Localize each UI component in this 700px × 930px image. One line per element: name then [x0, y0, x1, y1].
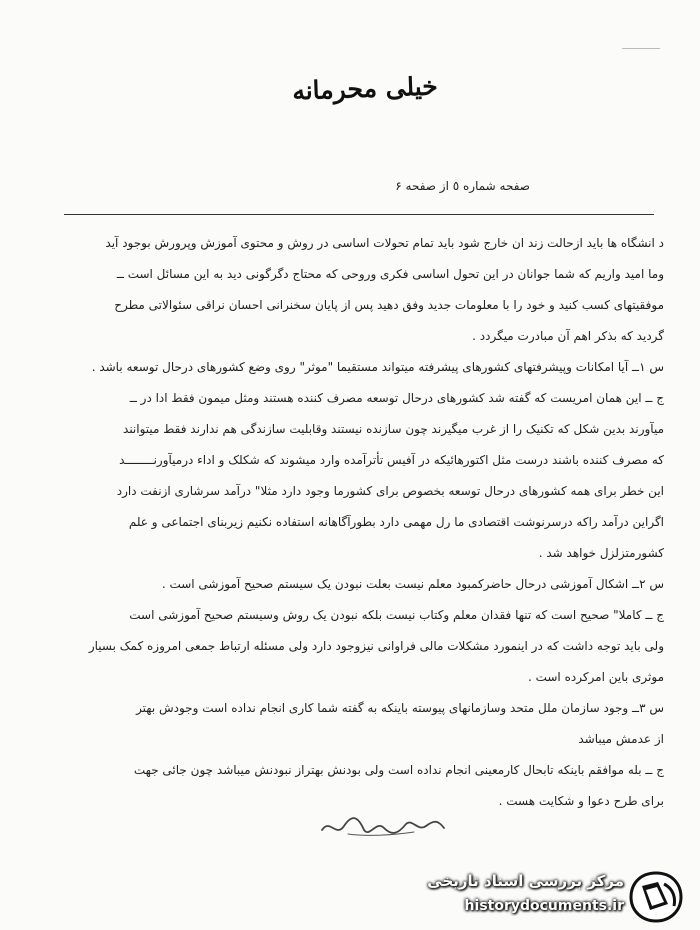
header-divider	[64, 214, 654, 215]
archive-logo-icon	[628, 870, 684, 924]
classification-stamp: خیلی محرمانه	[291, 71, 439, 106]
body-line: س ٢ــ اشکال آموزشی درحال حاضرکمبود معلم نیست بعلت نبودن یک سیستم صحیح آموزشی است .	[161, 577, 664, 591]
body-line: موفقیتهای کسب کنید و خود را با معلومات جدید وفق دهید پس از پایان سخنرانی احسان نراقی سئوالاتی مطرح	[114, 298, 664, 312]
body-line: کشورمتزلزل خواهد شد .	[538, 546, 664, 560]
body-line: میآورند بدین شکل که تکنیک را از غرب میگیرند چون سازنده نیستند وقابلیت سازندگی هم ندارند فقط میتوانند	[123, 422, 664, 436]
watermark-url: historydocuments.ir	[464, 898, 624, 914]
body-line: د انشگاه ها باید ازحالت زند ان خارج شود باید تمام تحولات اساسی در روش و محتوی آموزش وپرورش بوجود آید	[105, 236, 664, 250]
corner-mark	[622, 48, 660, 49]
body-line: که مصرف کننده باشند درست مثل اکتورهائیکه در آفیس تأترآمده وارد میشوند که شکلک و اداء درمیآورنــــــــد	[119, 453, 664, 467]
body-line: از عدمش میباشد	[578, 732, 664, 746]
body-line: وما امید واریم که شما جوانان در این تحول اساسی فکری وروحی که محتاج دگرگونی دید به این مسائل است ــ	[116, 267, 664, 281]
body-line: گردید که بذکر اهم آن مبادرت میگردد .	[472, 329, 664, 343]
body-line: س ٣ــ وجود سازمان ملل متحد وسازمانهای پیوسته باینکه به گفته شما کاری انجام نداده است وجودش بهتر	[136, 701, 664, 715]
body-line: برای طرح دعوا و شکایت هست .	[498, 794, 664, 808]
body-line: موثری باین امرکرده است .	[527, 670, 664, 684]
body-line: اگراین درآمد راکه درسرنوشت اقتصادی ما رل مهمی دارد بطورآگاهانه استفاده نکنیم زیربنای اجتماعی و علم	[128, 515, 664, 529]
body-line: ج ــ این همان امریست که گفته شد کشورهای درحال توسعه مصرف کننده هستند ومثل میمون فقط ادا در ــ	[129, 391, 664, 405]
body-line: س ١ــ آیا امکانات وپیشرفتهای کشورهای پیشرفته میتواند مستقیما "موثر" روی وضع کشورهای درحال توسعه باشد .	[91, 360, 664, 374]
body-line: این خطر برای همه کشورهای درحال توسعه بخصوص برای کشورما وجود دارد مثلا" درآمد سرشاری ازنفت دارد	[116, 484, 664, 498]
body-line: ولی باید توجه داشت که در اینمورد مشکلات مالی فراوانی نیزوجود دارد ولی مسئله ارتباط جمعی امروزه کمک بسیار	[88, 639, 664, 653]
handwritten-signature	[318, 812, 448, 840]
body-line: ج ــ بله موافقم باینکه تابحال کارمعینی انجام نداده است ولی بودنش بهتراز نبودنش میباشد چون جائی جهت	[133, 763, 664, 777]
body-line: ج ــ کاملا" صحیح است که تنها فقدان معلم وکتاب نیست بلکه نبودن یک روش وسیستم صحیح آموزشی است	[129, 608, 664, 622]
watermark-title: مرکز بررسی اسناد تاریخی	[427, 872, 624, 890]
archive-watermark	[420, 866, 690, 926]
document-body	[70, 228, 664, 817]
page-number: صفحه شماره ٥ از صفحه ۶	[395, 179, 530, 193]
